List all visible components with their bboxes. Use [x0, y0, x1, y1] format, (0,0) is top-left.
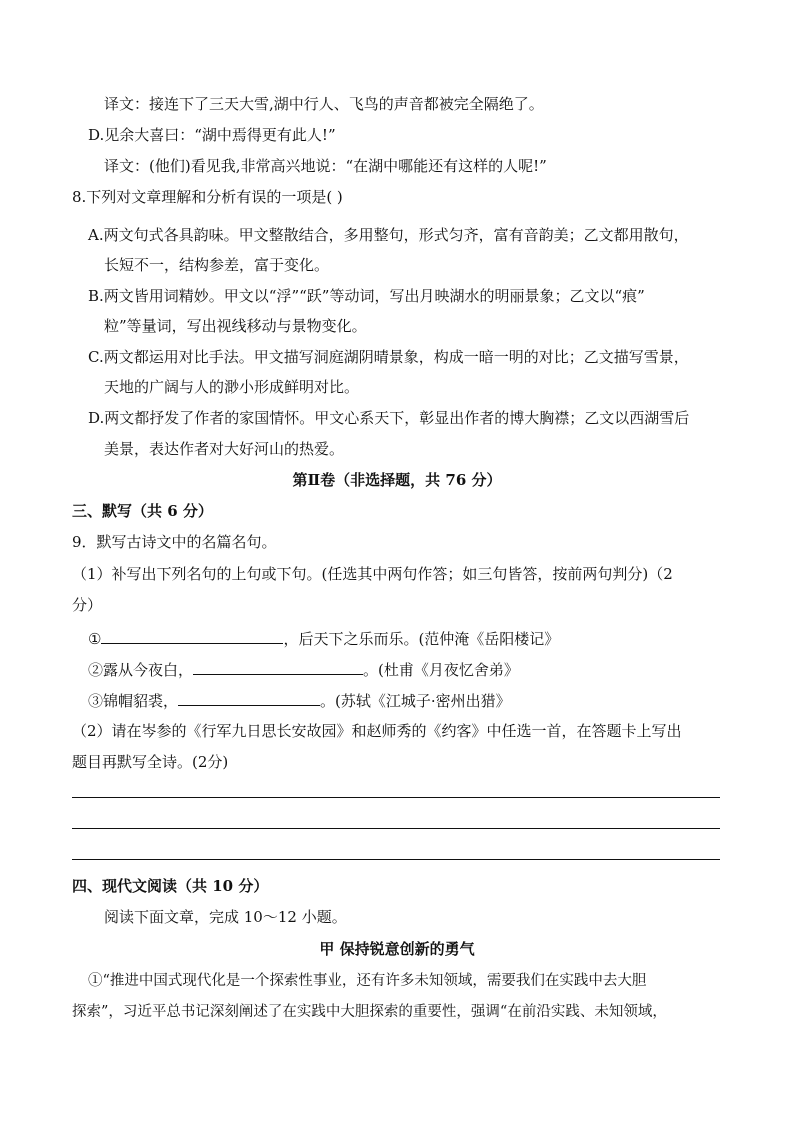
question-9-1-line1: （1）补写出下列名句的上句或下句。(任选其中两句作答；如三句皆答，按前两句判分)（2	[72, 565, 673, 583]
q8-option-c-line2: 天地的广阔与人的渺小形成鲜明对比。	[104, 378, 360, 396]
fill-blank-1	[88, 627, 559, 649]
q8-option-b-line1: B.两文皆用词精妙。甲文以“浮”“跃”等动词，写出月映湖水的明丽景象；乙文以“痕”	[88, 287, 645, 305]
option-d-original: D.见余大喜曰：“湖中焉得更有此人!”	[88, 126, 336, 144]
answer-line-1[interactable]	[72, 797, 720, 798]
fill-blank-3-suffix: 。(苏轼《江城子·密州出猎》	[320, 692, 511, 710]
part-two-heading: 第Ⅱ卷（非选择题，共 76 分）	[292, 471, 502, 489]
answer-blank-2[interactable]	[193, 658, 363, 675]
q8-option-d-line2: 美景，表达作者对大好河山的热爱。	[104, 440, 345, 458]
translation-line-d: 译文：(他们)看见我,非常高兴地说：“在湖中哪能还有这样的人呢!”	[104, 157, 547, 175]
fill-blank-2	[88, 658, 519, 680]
answer-line-2[interactable]	[72, 828, 720, 829]
q8-option-d-line1: D.两文都抒发了作者的家国情怀。甲文心系天下，彰显出作者的博大胸襟；乙文以西湖雪后	[88, 409, 690, 427]
translation-line-c: 译文：接连下了三天大雪,湖中行人、飞鸟的声音都被完全隔绝了。	[104, 95, 544, 113]
question-9-2-line2: 题目再默写全诗。(2分)	[72, 753, 229, 771]
fill-blank-2-prefix: ②露从今夜白，	[88, 661, 194, 679]
section-3-heading: 三、默写（共 6 分）	[72, 502, 213, 520]
article-paragraph-1-line1: ①“推进中国式现代化是一个探索性事业，还有许多未知领域，需要我们在实践中去大胆	[88, 973, 647, 989]
q8-option-b-line2: 粒”等量词，写出视线移动与景物变化。	[104, 317, 367, 335]
fill-blank-2-suffix: 。(杜甫《月夜忆舍弟》	[363, 661, 519, 679]
fill-blank-3	[88, 689, 511, 711]
q8-option-a-line2: 长短不一，结构参差，富于变化。	[104, 256, 330, 274]
fill-blank-3-prefix: ③锦帽貂裘，	[88, 692, 179, 710]
q8-option-a-line1: A.两文句式各具韵味。甲文整散结合，多用整句，形式匀齐，富有音韵美；乙文都用散句，	[88, 226, 689, 244]
reading-instruction: 阅读下面文章，完成 10～12 小题。	[104, 908, 347, 926]
article-title: 甲 保持锐意创新的勇气	[319, 940, 475, 958]
answer-blank-1[interactable]	[101, 627, 283, 644]
section-4-heading: 四、现代文阅读（共 10 分）	[72, 877, 269, 895]
fill-blank-1-suffix: ，后天下之乐而乐。(范仲淹《岳阳楼记》	[283, 630, 560, 648]
fill-blank-1-prefix: ①	[88, 630, 102, 648]
question-8: 8.下列对文章理解和分析有误的一项是( )	[72, 188, 343, 206]
question-9: 9．默写古诗文中的名篇名句。	[72, 533, 277, 551]
q8-option-c-line1: C.两文都运用对比手法。甲文描写洞庭湖阴晴景象，构成一暗一明的对比；乙文描写雪景，	[88, 348, 689, 366]
answer-blank-3[interactable]	[178, 689, 320, 706]
article-paragraph-1-line2: 探索”，习近平总书记深刻阐述了在实践中大胆探索的重要性，强调“在前沿实践、未知领域，	[72, 1004, 667, 1020]
question-9-2-line1: （2）请在岑参的《行军九日思长安故园》和赵师秀的《约客》中任选一首，在答题卡上写出	[72, 722, 682, 740]
answer-line-3[interactable]	[72, 859, 720, 860]
question-9-1-line2: 分）	[72, 596, 103, 614]
